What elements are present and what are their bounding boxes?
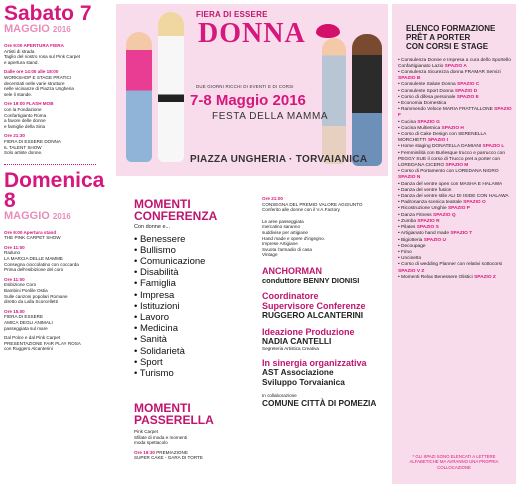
collaboration-block <box>262 393 390 408</box>
sunday-month-label: MAGGIO <box>4 209 50 222</box>
sunday-event-time: Ore 11:00 <box>4 276 25 282</box>
award-block <box>262 196 390 213</box>
sunday-year: 2016 <box>52 211 71 221</box>
course-name: Momenti Relax Benessere Olistici <box>401 274 475 280</box>
collaboration-label: In collaborazione <box>262 393 297 399</box>
model-figure-3 <box>322 38 346 164</box>
course-name: Pilates <box>401 225 417 231</box>
course-space: SPAZIO L <box>482 144 505 150</box>
course-space: SPAZIO R <box>417 218 440 224</box>
course-space: SPAZIO H <box>441 125 464 131</box>
sunday-event-time: Ore 11:00 <box>4 244 25 250</box>
course-name: Fimo <box>401 249 412 255</box>
course-name: Corso di difesa personale <box>401 94 457 100</box>
conference-topic: • Famiglia <box>134 278 254 289</box>
course-item <box>398 262 512 274</box>
banner-place: PIAZZA UNGHERIA · TORVAIANICA <box>190 154 368 165</box>
saturday-events <box>4 43 112 156</box>
course-name: Cucina <box>401 119 418 125</box>
saturday-year: 2016 <box>52 25 71 34</box>
course-space: SPAZIO Z <box>474 274 496 280</box>
collaboration-name: COMUNE CITTÀ DI POMEZIA <box>262 397 377 408</box>
course-name: Decoupage <box>401 243 426 249</box>
info-section <box>262 196 390 408</box>
course-name: Ricostruzione Unghie <box>401 206 448 212</box>
course-space: SPAZIO D <box>454 88 478 94</box>
saturday-event-time: Ore 19:00 FLASH MOB <box>4 101 54 107</box>
saturday-event <box>4 69 112 97</box>
course-name: Home staging DONATELLA DAMIANI <box>401 144 483 150</box>
course-name: Consulenza Donne e Impresa a cura dello Sportello Confartigianato Lazio <box>398 57 511 69</box>
course-item <box>398 151 512 170</box>
conference-topic: • Impresa <box>134 290 254 301</box>
course-space: SPAZIO C <box>457 82 480 88</box>
saturday-month-label: MAGGIO <box>4 23 50 35</box>
course-item <box>398 107 512 119</box>
passerella-title-2: PASSERELLA <box>134 413 214 427</box>
synergy-line-1: AST Associazione <box>262 367 334 378</box>
production-role: Segreteria Artistica Creativa <box>262 346 319 352</box>
banner-dates: 7-8 Maggio 2016 <box>190 92 306 109</box>
conference-topic: • Benessere <box>134 234 254 245</box>
conference-topics <box>134 234 254 380</box>
saturday-month <box>4 24 112 35</box>
conference-intro: Con donne e... <box>134 224 171 230</box>
divider <box>4 164 96 165</box>
anchorman-name: conduttore BENNY DIONISI <box>262 275 360 285</box>
conference-topic: • Sanità <box>134 334 254 345</box>
saturday-event <box>4 133 112 155</box>
course-space: SPAZIO I <box>427 138 449 144</box>
courses-title: ELENCO FORMAZIONE PRÊT A PORTER CON CORSI E STAGE <box>406 24 496 52</box>
sunday-event <box>4 230 112 241</box>
course-name: Danza del ventre open con MASHA E HALAWA <box>401 181 503 187</box>
sunday-event-time: Ore 15.00 <box>4 308 25 314</box>
course-name: Bigiotteria <box>401 237 424 243</box>
conference-title-2: CONFERENZA <box>134 209 218 223</box>
coordinator-label-1: Coordinatore <box>262 291 319 302</box>
sunday-event-text: Dal Polce e dal Pink Carpet PRESENTAZIONE FAIR PLAY ROSA con Ruggero Alcanterini <box>4 335 81 352</box>
passerella-prize <box>134 450 254 461</box>
course-item <box>398 169 512 181</box>
left-column <box>4 4 112 484</box>
passerella-section <box>134 402 254 461</box>
sunday-event <box>4 277 112 305</box>
production-block <box>262 327 390 352</box>
saturday-event-text: con la Fondazione Confartigianto Roma a favore delle donne e famiglie della Siria <box>4 106 47 129</box>
course-name: Consulenza Sicurezza donna FRAMAR Servizi <box>401 70 501 76</box>
passerella-title-1: MOMENTI <box>134 401 191 415</box>
course-item <box>398 70 512 82</box>
course-name: Corso di wedding Planner con relativi sottocorsi <box>401 262 503 268</box>
sunday-event-text: Raduno LA MARCIA DELLE MAMME Consegna cioccolatino con coccarda Prima dell'esibizione del coro <box>4 250 79 273</box>
course-name: Femminilità con Burlesque trucco e parrucco con PEGGY SUE il corso di Trucco pret a porter con LOREDANA CICERO <box>398 150 505 169</box>
sunday-event <box>4 309 112 331</box>
model-figure-4 <box>352 34 382 166</box>
conference-topic: • Turismo <box>134 368 254 379</box>
sunday-event-text: THE PINK CARPET SHOW <box>4 235 61 241</box>
lips-icon <box>316 24 340 38</box>
passerella-time: Ore 19:30 <box>134 449 155 455</box>
saturday-event <box>4 101 112 129</box>
banner-festa: FESTA DELLA MAMMA <box>212 111 329 122</box>
conference-topic: • Bullismo <box>134 245 254 256</box>
course-name: Corso di Portamento con LOREDANA NIGRO <box>401 169 499 175</box>
course-name: Corso di Cake Design con SERENELLA MORCHETTI <box>398 132 487 144</box>
passerella-prize-sub: SUPER CAKE - GARA DI TORTE <box>134 455 203 461</box>
course-name: Danza del ventre stile ALI DI ISIDE CON HALAWA <box>401 194 509 200</box>
saturday-event-text: WORKSHOP E STAGE PRATICI decentrati nelle varie strutture nelle vicinanze di Piazza Ungheria sele li stande. <box>4 74 74 97</box>
sunday-event <box>4 335 112 352</box>
conference-topic: • Sport <box>134 357 254 368</box>
course-name: Uncinetto <box>401 256 422 262</box>
production-name: NADIA CANTELLI <box>262 335 332 346</box>
course-space: SPAZIO G <box>417 119 440 125</box>
sunday-event-time: Ore 9:00 Apertura stand <box>4 229 57 235</box>
course-name: Danza del ventre fusion <box>401 187 452 193</box>
course-space: SPAZIO Q <box>433 212 456 218</box>
course-name: Zumba <box>401 218 418 224</box>
course-space: SPAZIO B <box>398 76 421 82</box>
courses-list <box>392 56 516 281</box>
course-space: SPAZIO N <box>398 175 421 181</box>
course-name: Economia Domestica <box>401 101 447 107</box>
course-name: Consulente Sport Donna <box>401 88 455 94</box>
banner-donna-logo: DONNA <box>198 18 306 49</box>
conference-topic: • Lavoro <box>134 312 254 323</box>
sunday-event-text: FIERA DI ESSERE AMICA DEGLI ANIMALI passeggiata sul mare <box>4 314 53 331</box>
coordinator-block <box>262 291 390 321</box>
course-name: Cucina Multietnica <box>401 125 442 131</box>
course-name: Danza Fitness <box>401 212 434 218</box>
production-label: Ideazione Produzione <box>262 326 355 337</box>
course-space: SPAZIO F <box>398 107 512 119</box>
coordinator-name: RUGGERO ALCANTERINI <box>262 310 364 321</box>
course-name: Consulente Salute Donna <box>401 82 458 88</box>
conference-topic: • Solidarietà <box>134 346 254 357</box>
courses-note: * GLI SPAZI SONO ELENCATI A LETTERE ALFABETICHE MA AVRANNO UNA PROPRIA COLLOCAZIONE <box>409 453 499 470</box>
anchorman-block <box>262 266 390 286</box>
sunday-event-text: Esibizione Coro Bambini Ponlile Ostia Sulle canzoni popolari Romane diretto da Lalla Scorcelletti <box>4 282 68 305</box>
course-space: SPAZIO U <box>423 237 446 243</box>
course-space: SPAZIO A <box>444 63 467 69</box>
course-item <box>398 275 512 281</box>
model-figure-2 <box>158 12 184 162</box>
banner <box>116 4 388 176</box>
course-item <box>398 132 512 144</box>
award-text: CONSEGNA DEL PREMIO VALORE AGGIUNTO Conferito alle donne con il V.A.Factory <box>262 201 363 213</box>
conference-topic: • Medicina <box>134 323 254 334</box>
course-space: SPAZIO T <box>450 231 473 237</box>
coordinator-label-2: Supervisore Conferenze <box>262 301 366 312</box>
sunday-title: Domenica 8 <box>4 168 105 212</box>
course-space: SPAZIO P <box>447 206 470 212</box>
model-figure-1 <box>126 32 152 162</box>
saturday-event <box>4 43 112 65</box>
course-space: SPAZIO V Z <box>398 268 425 274</box>
saturday-event-time: Ore 9:00 APERTURA FIERA <box>4 43 64 48</box>
saturday-event-time: Dalle ore 14:00 alle 18:00 <box>4 69 59 75</box>
conference-title-1: MOMENTI <box>134 197 191 211</box>
synergy-block <box>262 358 390 387</box>
sunday-month <box>4 211 112 222</box>
saturday-event-text: FIERA DI ESSERE DONNA IL TALENT SHOW Solo artiste donne. <box>4 138 61 156</box>
sunday-event <box>4 245 112 273</box>
conference-topic: • Istituzioni <box>134 301 254 312</box>
saturday-title: Sabato 7 <box>4 2 92 25</box>
course-name: Artigianato hand made <box>400 231 451 237</box>
passerella-text: Pink Carpet Sfilate di moda e momenti moda spettacolo <box>134 429 188 446</box>
courses-panel <box>392 4 516 484</box>
banner-fiera: FIERA DI ESSERE <box>196 10 268 19</box>
conference-section <box>134 198 254 379</box>
course-item <box>398 58 512 70</box>
passerella-prize-label: PREMIAZIONE <box>156 449 188 455</box>
course-space: SPAZIO O <box>463 200 486 206</box>
sunday-events <box>4 230 112 352</box>
synergy-label: In sinergia organizzativa <box>262 358 367 369</box>
course-name: Rammendo Veloce MARIA FRATTALLONE <box>401 107 495 113</box>
course-space: SPAZIO M <box>445 163 469 169</box>
award-time: Ore 21:00 <box>262 196 283 201</box>
course-name: Padronanza scenica teatrale <box>401 200 464 206</box>
course-space: SPAZIO E <box>456 94 479 100</box>
saturday-event-text: Artisti di strada Taglio del nostro rosa sul Pink Carpet e apertura stand. <box>4 48 81 65</box>
course-space: SPAZIO S <box>416 225 439 231</box>
synergy-line-2: Sviluppo Torvaianica <box>262 376 345 387</box>
anchorman-label: ANCHORMAN <box>262 265 322 276</box>
conference-topic: • Comunicazione <box>134 256 254 267</box>
saturday-event-time: Ore 21:30 <box>4 133 25 139</box>
market-text: Le aree passeggiata mercatino saranno suddivise per artigiane Hand made e opere d'ingegno. Imprese Artigiane Svuota l'armadio di casa Vintage <box>262 218 325 258</box>
conference-topic: • Disabilità <box>134 267 254 278</box>
banner-tagline: DUE GIORNI RICCHI DI EVENTI E DI CORSI <box>196 84 294 89</box>
